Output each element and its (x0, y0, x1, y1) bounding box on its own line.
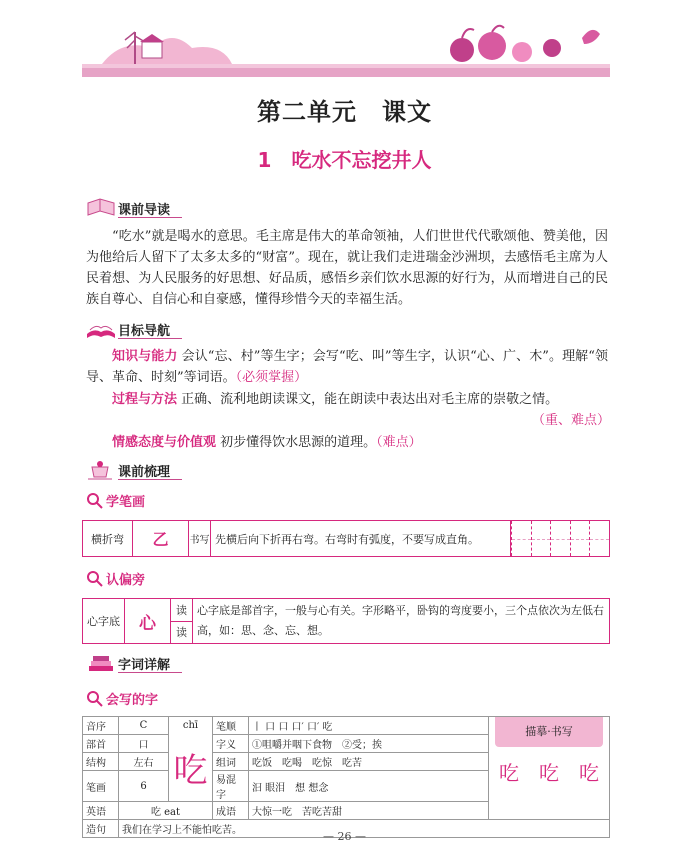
open-book-icon (86, 318, 116, 340)
stroke-table (82, 520, 610, 557)
stroke-tip: 先横后向下折再右弯。右弯时有弧度，不要写成直角。 (211, 521, 511, 557)
stroke-name: 横折弯 (83, 521, 133, 557)
words-heading: 字词详解 (86, 651, 170, 675)
big-character: 吃 (169, 735, 213, 802)
unit-title: 第二单元 课文 (257, 97, 432, 126)
teacup-icon (86, 459, 116, 481)
lesson-title: 1 吃水不忘挖井人 (257, 148, 432, 172)
stroke-glyph: 乙 (133, 521, 189, 557)
practice-label: 描摹·书写 (495, 717, 603, 747)
practice-char: 吃 (579, 761, 599, 785)
write-heading: 会写的字 (86, 689, 158, 708)
magnifier-icon (86, 492, 104, 510)
practice-char: 吃 (539, 761, 559, 785)
radical-tip: 心字底是部首字，一般与心有关。字形略平，卧钩的弯度要小，三个点依次为左低右高，如：思、念、忘、想。 (193, 599, 610, 644)
practice-char: 吃 (499, 761, 519, 785)
header-bar (82, 68, 610, 77)
preview-heading-underline (118, 217, 182, 218)
stroke-heading: 学笔画 (86, 491, 145, 510)
goal-process-note: （重、难点） (531, 413, 610, 428)
sentence-label: 造句 (83, 820, 119, 838)
page-number: — 26 — (323, 830, 366, 843)
magnifier-icon (86, 690, 104, 708)
preview-text: “吃水”就是喝水的意思。毛主席是伟大的革命领袖，人们世世代代歌颂他、赞美他，因为他给后人留下了太多太多的“财富”。现在，就让我们走进瑞金沙洲坝，去感悟毛主席为人民着想、为人民服务的好思想、好品质，感悟乡亲们饮水思源的好行为，从而增进自己的民族自尊心、自信心和自豪感，懂得珍惜今天的幸福生活。 (86, 229, 608, 307)
magnifier-icon (86, 570, 104, 588)
radical-read-label-1: 读 (171, 599, 193, 622)
stroke-write-label: 书写 (189, 521, 211, 557)
radical-glyph: 心 (125, 599, 171, 644)
stroke-practice-grid (511, 521, 610, 557)
goal-process: 过程与方法 正确、流利地朗读课文，能在朗读中表达出对毛主席的崇敬之情。 (112, 392, 559, 407)
radical-read-label-2: 读 (171, 621, 193, 644)
goal-emotion: 情感态度与价值观 初步懂得饮水思源的道理。（难点） (112, 435, 422, 450)
practice-area (489, 717, 610, 820)
book-icon (86, 197, 116, 219)
goals-heading: 目标导航 (86, 317, 170, 341)
sentence-text: 我们在学习上不能怕吃苦。 (119, 820, 610, 838)
goals-heading-underline (118, 338, 182, 339)
radical-name: 心字底 (83, 599, 125, 644)
goal-knowledge: 知识与能力 会认“忘、村”等生字；会写“吃、叫”等生字，认识“心、广、木”。理解“领导、革命、时刻”等词语。（必须掌握） (86, 349, 608, 385)
preview-heading: 课前导读 (86, 196, 170, 220)
review-heading: 课前梳理 (86, 458, 170, 482)
radical-heading: 认偏旁 (86, 569, 145, 588)
radical-table (82, 598, 610, 644)
review-heading-underline (118, 479, 182, 480)
words-heading-underline (118, 672, 182, 673)
stacked-books-icon (86, 652, 116, 674)
character-card: 音序 C chī 笔顺 丨 口 口 口′ 口′ 吃 描摹·书写 吃 吃 吃 部首 口 吃 字义 ①咀嚼并咽下食物 ②受；挨 结构 左右 组词 吃饭 吃喝 吃惊 吃苦 笔画 6 易混字 汩 眼泪 想 想念 英语 吃 eat 成语 大惊一吃 苦吃苦甜 造句 我们在学习上不能怕吃苦。 (82, 716, 610, 838)
